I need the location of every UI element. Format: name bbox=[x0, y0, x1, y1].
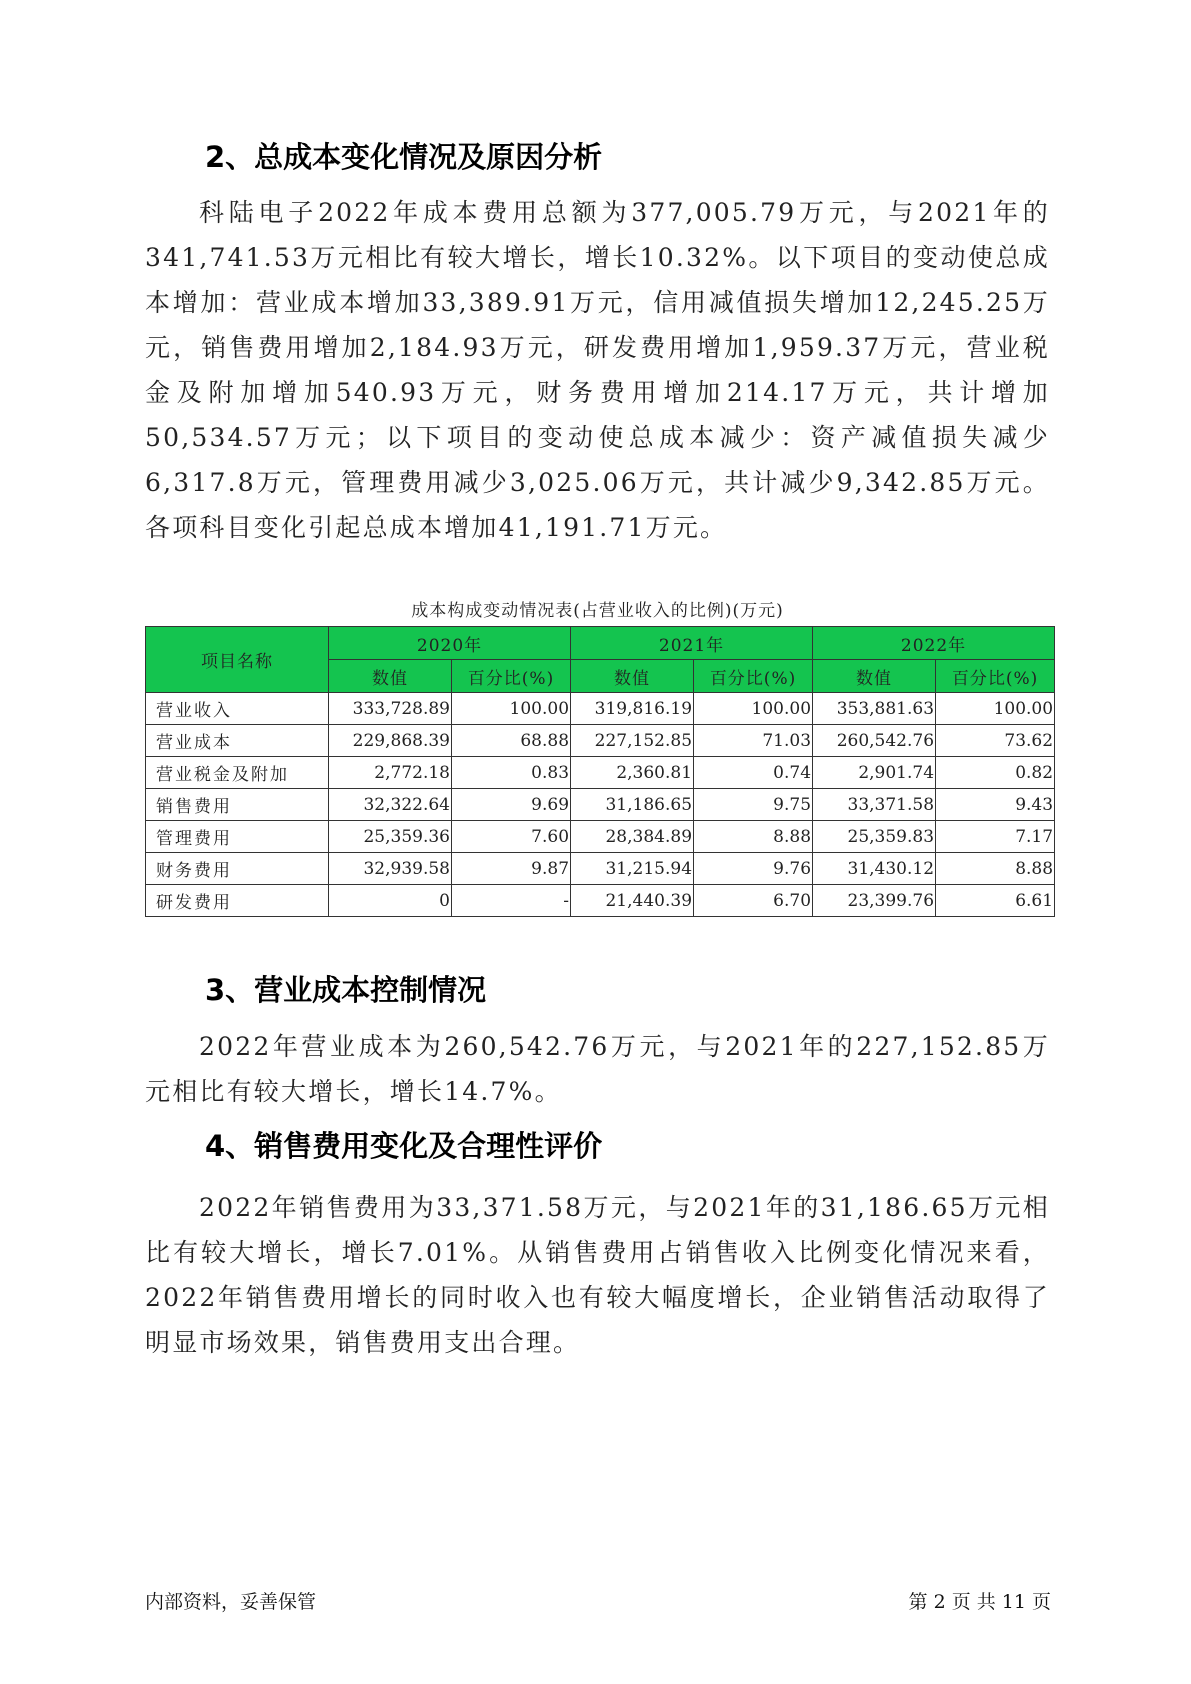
table-row bbox=[146, 789, 1055, 821]
cell-value: 2,772.18 bbox=[329, 757, 452, 789]
cell-value: 227,152.85 bbox=[571, 725, 694, 757]
cell-value: 28,384.89 bbox=[571, 821, 694, 853]
section-heading-sales-expense: 4、销售费用变化及合理性评价 bbox=[205, 1129, 603, 1163]
header-year-2022: 2022年 bbox=[813, 627, 1055, 660]
cell-percent: 7.60 bbox=[452, 821, 571, 853]
cell-value: 32,939.58 bbox=[329, 853, 452, 885]
row-label: 营业成本 bbox=[146, 725, 329, 757]
cell-percent: 9.43 bbox=[936, 789, 1055, 821]
row-label: 销售费用 bbox=[146, 789, 329, 821]
cell-percent: 6.61 bbox=[936, 885, 1055, 917]
cell-percent: 8.88 bbox=[936, 853, 1055, 885]
cell-percent: 0.74 bbox=[694, 757, 813, 789]
cell-value: 31,430.12 bbox=[813, 853, 936, 885]
cell-percent: 9.76 bbox=[694, 853, 813, 885]
cell-value: 2,360.81 bbox=[571, 757, 694, 789]
section-heading-total-cost: 2、总成本变化情况及原因分析 bbox=[205, 140, 603, 174]
cell-percent: - bbox=[452, 885, 571, 917]
cost-structure-table bbox=[145, 626, 1055, 917]
paragraph-total-cost: 科陆电子2022年成本费用总额为377,005.79万元，与2021年的341,741.53万元相比有较大增长，增长10.32%。以下项目的变动使总成本增加：营业成本增加33,389.91万元，信用减值损失增加12,245.25万元，销售费用增加2,184.93万元，研发费用增加1,959.37万元，营业税金及附加增加540.93万元，财务费用增加214.17万元，共计增加50,534.57万元；以下项目的变动使总成本减少：资产减值损失减少6,317.8万元，管理费用减少3,025.06万元，共计减少9,342.85万元。各项科目变化引起总成本增加41,191.71万元。 bbox=[145, 198, 1050, 542]
cell-value: 229,868.39 bbox=[329, 725, 452, 757]
cell-percent: 8.88 bbox=[694, 821, 813, 853]
cell-percent: 0.83 bbox=[452, 757, 571, 789]
table-row bbox=[146, 885, 1055, 917]
header-item-name: 项目名称 bbox=[146, 627, 329, 693]
cell-value: 33,371.58 bbox=[813, 789, 936, 821]
header-year-2020: 2020年 bbox=[329, 627, 571, 660]
header-value: 数值 bbox=[813, 660, 936, 693]
cell-percent: 73.62 bbox=[936, 725, 1055, 757]
cell-value: 353,881.63 bbox=[813, 693, 936, 725]
cell-percent: 100.00 bbox=[694, 693, 813, 725]
header-percent: 百分比(%) bbox=[936, 660, 1055, 693]
cell-value: 25,359.36 bbox=[329, 821, 452, 853]
cell-percent: 68.88 bbox=[452, 725, 571, 757]
cell-value: 23,399.76 bbox=[813, 885, 936, 917]
paragraph-sales-expense: 2022年销售费用为33,371.58万元，与2021年的31,186.65万元相比有较大增长，增长7.01%。从销售费用占销售收入比例变化情况来看，2022年销售费用增长的同时收入也有较大幅度增长，企业销售活动取得了明显市场效果，销售费用支出合理。 bbox=[145, 1193, 1050, 1357]
row-label: 营业收入 bbox=[146, 693, 329, 725]
table-row bbox=[146, 725, 1055, 757]
cell-value: 31,186.65 bbox=[571, 789, 694, 821]
header-value: 数值 bbox=[329, 660, 452, 693]
footer-confidential-note: 内部资料，妥善保管 bbox=[145, 1591, 317, 1613]
row-label: 研发费用 bbox=[146, 885, 329, 917]
table-header-row-years bbox=[146, 627, 1055, 660]
cell-value: 260,542.76 bbox=[813, 725, 936, 757]
footer-page-number: 第 2 页 共 11 页 bbox=[908, 1591, 1051, 1613]
row-label: 财务费用 bbox=[146, 853, 329, 885]
table-row bbox=[146, 821, 1055, 853]
table-row bbox=[146, 757, 1055, 789]
cell-value: 319,816.19 bbox=[571, 693, 694, 725]
cell-value: 333,728.89 bbox=[329, 693, 452, 725]
cell-percent: 7.17 bbox=[936, 821, 1055, 853]
cell-percent: 9.69 bbox=[452, 789, 571, 821]
cell-value: 0 bbox=[329, 885, 452, 917]
cell-percent: 71.03 bbox=[694, 725, 813, 757]
header-percent: 百分比(%) bbox=[694, 660, 813, 693]
cell-percent: 100.00 bbox=[936, 693, 1055, 725]
header-value: 数值 bbox=[571, 660, 694, 693]
cell-value: 32,322.64 bbox=[329, 789, 452, 821]
paragraph-operating-cost: 2022年营业成本为260,542.76万元，与2021年的227,152.85万元相比有较大增长，增长14.7%。 bbox=[145, 1032, 1050, 1106]
section-heading-operating-cost: 3、营业成本控制情况 bbox=[205, 973, 487, 1007]
table-row bbox=[146, 853, 1055, 885]
cell-value: 2,901.74 bbox=[813, 757, 936, 789]
cell-value: 31,215.94 bbox=[571, 853, 694, 885]
row-label: 营业税金及附加 bbox=[146, 757, 329, 789]
cell-percent: 0.82 bbox=[936, 757, 1055, 789]
header-year-2021: 2021年 bbox=[571, 627, 813, 660]
header-percent: 百分比(%) bbox=[452, 660, 571, 693]
cell-value: 25,359.83 bbox=[813, 821, 936, 853]
table-caption: 成本构成变动情况表(占营业收入的比例)(万元) bbox=[411, 601, 784, 621]
cell-value: 21,440.39 bbox=[571, 885, 694, 917]
table-row bbox=[146, 693, 1055, 725]
row-label: 管理费用 bbox=[146, 821, 329, 853]
cell-percent: 100.00 bbox=[452, 693, 571, 725]
cell-percent: 9.75 bbox=[694, 789, 813, 821]
cell-percent: 6.70 bbox=[694, 885, 813, 917]
cell-percent: 9.87 bbox=[452, 853, 571, 885]
